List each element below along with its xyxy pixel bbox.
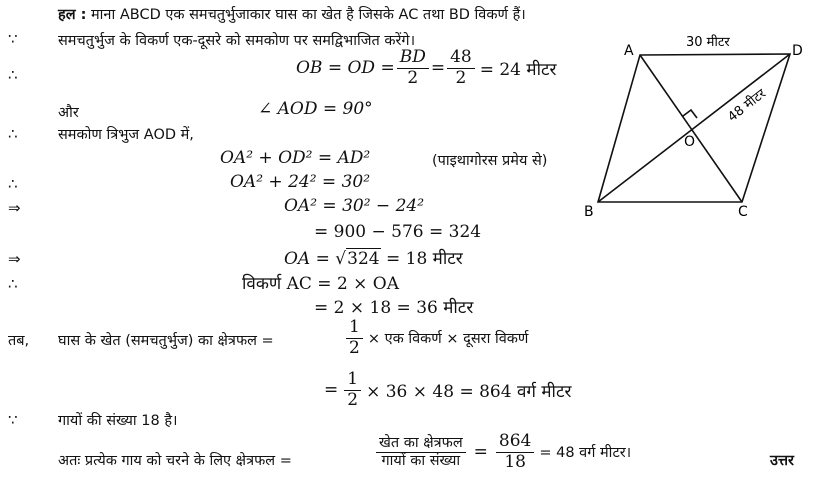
fraction-area-per-cows [376, 435, 466, 469]
vertex-d-label: D [792, 43, 803, 59]
angle-equation: ∠ AOD = 90° [258, 99, 373, 119]
fraction-numerator: 1 [344, 370, 361, 391]
implies-symbol: ⇒ [8, 199, 21, 217]
fraction-numerator: 48 [447, 48, 475, 69]
pythagoras-note: (पाइथागोरस प्रमेय से) [432, 153, 548, 169]
area-formula: × एक विकर्ण × दूसरा विकर्ण [367, 331, 529, 348]
answer-label: उत्तर [770, 453, 794, 469]
heading-text: माना ABCD एक समचतुर्भुजाकार घास का खेत है जिसके AC तथा BD विकर्ण हैं। [91, 7, 526, 23]
sqrt-icon: √ [335, 249, 347, 269]
final-equation [374, 432, 631, 472]
fraction-numerator: 1 [346, 318, 363, 339]
diagonal-length-label: 48 मीटर [725, 86, 769, 126]
fraction-48-2 [447, 48, 475, 88]
rhombus-figure [580, 30, 810, 220]
therefore-symbol: ∴ [8, 66, 18, 84]
equation-step-4: = 900 − 576 = 324 [314, 222, 482, 242]
equals-sign: = [430, 58, 446, 79]
eq1-result: = 24 मीटर [479, 59, 557, 80]
vertex-b-label: B [584, 204, 594, 220]
because-symbol: ∵ [8, 30, 18, 48]
center-o-label: O [684, 134, 696, 150]
fraction-numerator: BD [397, 48, 429, 69]
final-result: = 48 वर्ग मीटर। [539, 445, 632, 462]
right-angle-marker [683, 110, 697, 118]
eq5-lhs: OA = [284, 249, 330, 269]
area-value: × 36 × 48 = 864 वर्ग मीटर [366, 381, 572, 402]
fraction-denominator: 18 [504, 451, 526, 472]
solution-heading [58, 4, 526, 24]
area-text: घास के खेत (समचतुर्भुज) का क्षेत्रफल = [58, 333, 274, 349]
area-value-line [324, 370, 571, 410]
right-triangle-line: समकोण त्रिभुज AOD में, [58, 127, 194, 143]
because-symbol: ∵ [8, 411, 18, 429]
pythagoras-equation: OA² + OD² = AD² [220, 148, 371, 168]
diagonal-bd [598, 54, 790, 202]
final-text: अतः प्रत्येक गाय को चरने के लिए क्षेत्रफल = [58, 453, 292, 469]
side-length-label: 30 मीटर [686, 35, 730, 50]
and-word: और [58, 105, 79, 121]
fraction-864-18 [496, 432, 534, 472]
eq5-rhs: = 18 मीटर [385, 249, 463, 269]
equation-step-5 [284, 246, 463, 269]
equals-sign: = [473, 442, 488, 463]
fraction-denominator: गायों का संख्या [381, 452, 461, 469]
implies-symbol: ⇒ [8, 250, 21, 268]
sqrt-radicand: 324 [347, 249, 380, 269]
vertex-a-label: A [624, 43, 634, 59]
fraction-numerator: 864 [496, 432, 534, 453]
therefore-symbol: ∴ [8, 125, 18, 143]
vertex-c-label: C [738, 204, 748, 220]
fraction-one-half [344, 370, 361, 410]
then-label: तब, [8, 333, 30, 349]
fraction-denominator: 2 [349, 337, 360, 358]
fraction-denominator: 2 [407, 67, 419, 88]
equation-step-2: OA² + 24² = 30² [230, 172, 371, 192]
property-line: समचतुर्भुज के विकर्ण एक-दूसरे को समकोण पर समद्विभाजित करेंगे। [58, 33, 416, 49]
cows-line: गायों की संख्या 18 है। [58, 413, 178, 429]
fraction-one-half [346, 318, 363, 358]
eq1-lhs: OB = OD = [296, 58, 395, 79]
solution-label: हल : [58, 7, 87, 23]
diagonal-ac-equation: विकर्ण AC = 2 × OA [242, 274, 400, 294]
fraction-numerator: खेत का क्षेत्रफल [376, 435, 466, 453]
area-formula-line [344, 318, 528, 358]
fraction-denominator: 2 [455, 67, 467, 88]
equation-ob-od [296, 48, 557, 88]
fraction-denominator: 2 [347, 389, 359, 410]
equation-step-3: OA² = 30² − 24² [284, 196, 425, 216]
therefore-symbol: ∴ [8, 175, 18, 193]
therefore-symbol: ∴ [8, 275, 18, 293]
diagonal-ac [640, 55, 742, 202]
fraction-bd-2 [397, 48, 429, 88]
equals-sign: = [324, 380, 339, 401]
diagonal-ac-value: = 2 × 18 = 36 मीटर [314, 298, 474, 318]
